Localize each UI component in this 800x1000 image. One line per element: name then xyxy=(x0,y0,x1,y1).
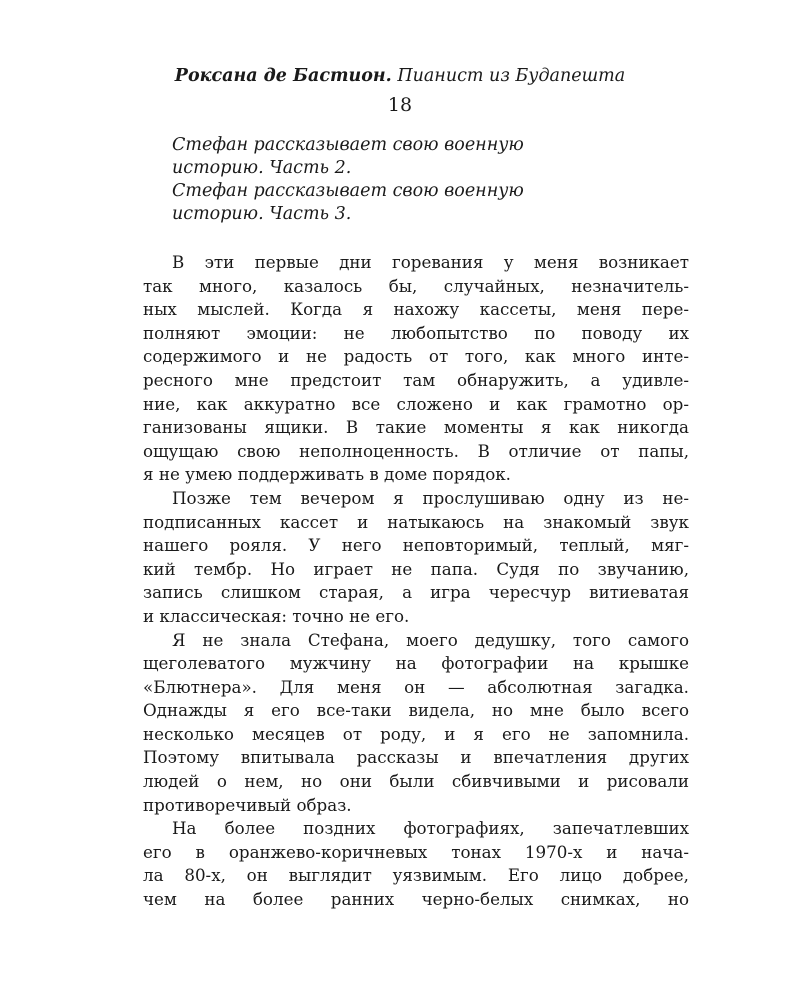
page-number: 18 xyxy=(387,94,413,116)
text-line: запись слишком старая, а игра чересчур витиеватая xyxy=(143,582,689,603)
text-line: Позже тем вечером я прослушиваю одну из не- xyxy=(172,487,689,508)
text-line: содержимого и не радость от того, как много инте- xyxy=(143,346,689,367)
text-line: полняют эмоции: не любопытство по поводу их xyxy=(143,322,689,343)
text-line: я не умею поддерживать в доме порядок. xyxy=(143,464,511,485)
text-line: так много, казалось бы, случайных, незначитель- xyxy=(143,275,689,296)
text-line: «Блютнера». Для меня он — абсолютная загадка. xyxy=(143,676,689,697)
epigraph xyxy=(172,134,652,226)
book-title: Пианист из Будапешта xyxy=(397,66,626,86)
text-line: щеголеватого мужчину на фотографии на крышке xyxy=(143,653,689,674)
epigraph-line: историю. Часть 2. xyxy=(172,158,352,178)
epigraph-line: Стефан рассказывает свою военную xyxy=(172,135,524,155)
text-line: ганизованы ящики. В такие моменты я как никогда xyxy=(143,417,689,438)
text-line: противоречивый образ. xyxy=(143,794,352,815)
text-line: ощущаю свою неполноценность. В отличие от папы, xyxy=(143,440,689,461)
text-line: ние, как аккуратно все сложено и как грамотно ор- xyxy=(143,393,689,414)
body-text xyxy=(143,251,689,912)
text-line: ресного мне предстоит там обнаружить, а удивле- xyxy=(143,369,689,390)
text-line: ла 80-х, он выглядит уязвимым. Его лицо добрее, xyxy=(143,865,689,886)
text-line: ных мыслей. Когда я нахожу кассеты, меня пере- xyxy=(143,299,689,320)
epigraph-line: историю. Часть 3. xyxy=(172,204,352,224)
text-line: людей о нем, но они были сбивчивыми и рисовали xyxy=(143,771,689,792)
text-line: чем на более ранних черно-белых снимках, но xyxy=(143,889,689,910)
text-line: В эти первые дни горевания у меня возникает xyxy=(172,252,689,272)
text-line: и классическая: точно не его. xyxy=(143,605,410,626)
text-line: нашего рояля. У него неповторимый, теплый, мяг- xyxy=(143,535,689,556)
text-line: подписанных кассет и натыкаюсь на знакомый звук xyxy=(143,511,689,532)
text-line: Я не знала Стефана, моего дедушку, того самого xyxy=(172,629,689,650)
text-line: Поэтому впитывала рассказы и впечатления других xyxy=(143,747,689,768)
text-line: На более поздних фотографиях, запечатлевших xyxy=(172,818,689,839)
text-line: Однажды я его все-таки видела, но мне было всего xyxy=(143,700,689,721)
author-name: Роксана де Бастион. xyxy=(174,66,392,86)
text-line: кий тембр. Но играет не папа. Судя по звучанию, xyxy=(143,558,689,579)
text-line: его в оранжево-коричневых тонах 1970-х и нача- xyxy=(143,841,689,862)
running-head xyxy=(0,64,800,88)
epigraph-line: Стефан рассказывает свою военную xyxy=(172,181,524,201)
text-line: несколько месяцев от роду, и я его не запомнила. xyxy=(143,723,689,744)
